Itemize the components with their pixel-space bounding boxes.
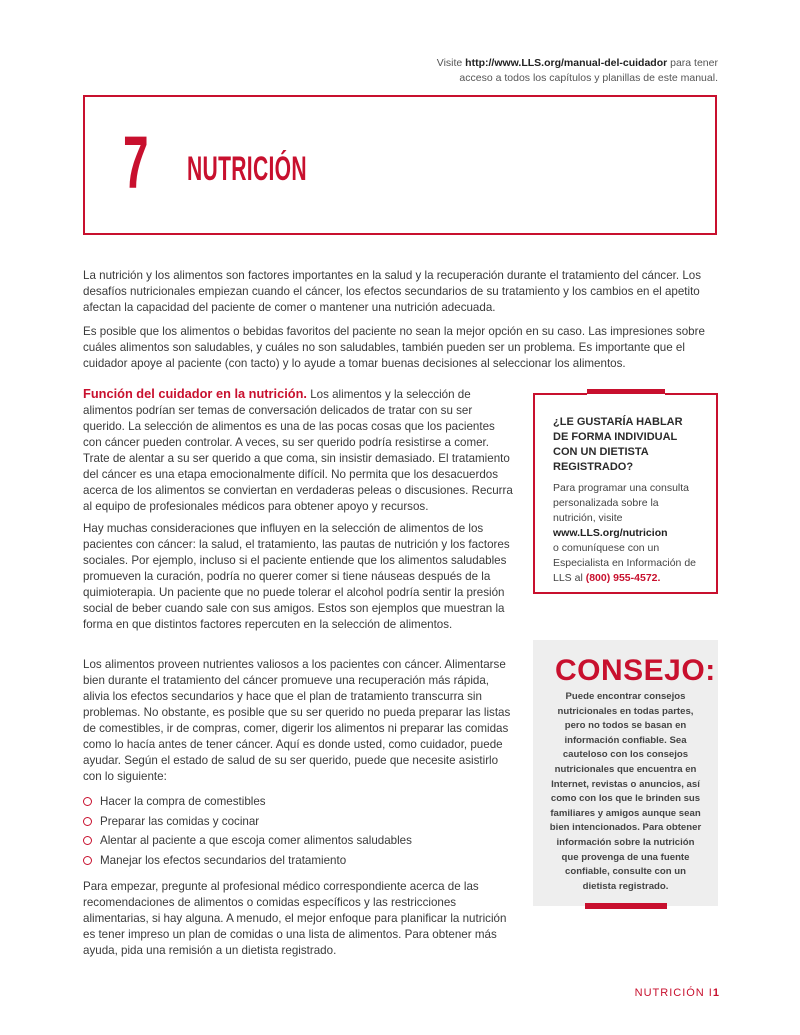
callout-body <box>553 481 700 586</box>
visit-prefix: Visite <box>436 57 466 69</box>
list-item <box>83 792 513 812</box>
bullet-circle-icon <box>83 817 92 826</box>
assistance-list <box>83 792 513 870</box>
visit-suffix: para tener <box>667 57 718 69</box>
manual-url-link[interactable]: http://www.LLS.org/manual-del-cuidador <box>465 57 668 69</box>
callout-text-2: o comuníquese con un Especialista en Información de LLS al <box>553 542 696 584</box>
list-item-text: Hacer la compra de comestibles <box>100 795 266 808</box>
tip-title: CONSEJO: <box>555 654 716 687</box>
callout-heading: ¿LE GUSTARÍA HABLAR DE FORMA INDIVIDUAL CON UN DIETISTA REGISTRADO? <box>553 416 683 473</box>
nutrition-url-link[interactable]: www.LLS.org/nutricion <box>553 527 668 539</box>
list-item <box>83 851 513 871</box>
callout-accent-bar <box>587 389 665 399</box>
manual-link-note <box>298 56 718 86</box>
bullet-circle-icon <box>83 856 92 865</box>
page-number: 1 <box>712 987 720 999</box>
section-heading: Función del cuidador en la nutrición. <box>83 386 307 401</box>
list-item-text: Preparar las comidas y cocinar <box>100 814 260 828</box>
tip-body: Puede encontrar consejos nutricionales en todas partes, pero no todos se basan en información confiable. Sea cauteloso con los consejos nutricionales que encuentra en Internet, revistas o anuncios, así como con los que le brinden sus familiares y amigos aunque sean bien intencionados. Para obtener información sobre la nutrición que provenga de una fuente confiable, consulte con un dietista registrado. <box>549 691 702 892</box>
intro-paragraph-1: La nutrición y los alimentos son factores importantes en la salud y la recuperación durante el tratamiento del cáncer. Los desafíos nutricionales empiezan cuando el cáncer, los efectos secundarios de su tratamiento y los cambios en el apetito afectan la capacidad del paciente de comer o mantener una nutrición adecuada. <box>83 269 702 314</box>
intro-paragraph-2: Es posible que los alimentos o bebidas favoritos del paciente no sean la mejor opción en su caso. Las impresiones sobre cuáles alimentos son saludables, y cuáles no son saludables, también pueden ser un problema. Es importante que el cuidador apoye al paciente (con tacto) y lo ayude a tomar buenas decisiones al seleccionar los alimentos. <box>83 325 705 370</box>
list-item <box>83 812 513 832</box>
section-paragraph-1 <box>83 386 513 515</box>
tip-accent-bar <box>585 903 667 909</box>
page-footer <box>635 987 720 999</box>
callout-text-1: Para programar una consulta personalizada sobre la nutrición, visite <box>553 482 689 524</box>
visit-line2: acceso a todos los capítulos y planillas de este manual. <box>459 72 718 84</box>
list-item-text: Alentar al paciente a que escoja comer alimentos saludables <box>100 834 412 847</box>
phone-number[interactable]: (800) 955-4572. <box>585 572 661 584</box>
footer-label: NUTRICIÓN I <box>634 987 713 999</box>
section-paragraph-1-text: Los alimentos y la selección de alimentos podrían ser temas de conversación delicados de tratar con su ser querido. La selección de alimentos es una de las pocas cosas que los pacientes con cáncer pueden controlar. A veces, su ser querido podría resistirse a comer. Trate de alentar a su ser querido a que coma, sin insistir demasiado. El tratamiento del cáncer es una etapa emocionalmente difícil. No permita que los desacuerdos acerca de los alimentos se conviertan en verdaderas peleas o discusiones. Recurra al equipo de profesionales médicos para obtener apoyo y recursos. <box>83 388 513 513</box>
list-item-text: Manejar los efectos secundarios del tratamiento <box>100 853 347 867</box>
bullet-circle-icon <box>83 836 92 845</box>
chapter-number: 7 <box>123 121 149 204</box>
list-item <box>83 831 513 851</box>
dietitian-callout-box <box>533 393 718 594</box>
chapter-title: NUTRICIÓN <box>187 150 307 188</box>
section-paragraph-2: Hay muchas consideraciones que influyen en la selección de alimentos de los pacientes con cáncer: la salud, el tratamiento, las pautas de nutrición y los factores sociales. Por ejemplo, incluso si el paciente entiende que los alimentos saludables promueven la curación, podría no querer comer si tiene náuseas después de la quimioterapia. Un paciente que no puede tolerar el alcohol podría sentir la presión social de beber cuando sale con sus amigos. Estos son ejemplos que muestran la forma en que distintos factores repercuten en la selección de alimentos. <box>83 522 510 631</box>
section-paragraph-3: Los alimentos proveen nutrientes valiosos a los pacientes con cáncer. Alimentarse bien durante el tratamiento del cáncer promueve una recuperación más rápida, alivia los efectos secundarios y hace que el plan de tratamiento transcurra sin problemas. No obstante, es posible que su ser querido no pueda preparar las listas de comestibles, ir de compras, comer, digerir los alimentos ni preparar las comidas como lo hacía antes de tener cáncer. Aquí es donde usted, como cuidador, puede ayudar. Según el estado de salud de su ser querido, puede que necesite asistirlo con lo siguiente: <box>83 658 511 783</box>
tip-box <box>533 640 718 906</box>
bullet-circle-icon <box>83 797 92 806</box>
chapter-header-box <box>83 95 717 235</box>
section-paragraph-4: Para empezar, pregunte al profesional médico correspondiente acerca de las recomendaciones de alimentos o comidas específicos y las restricciones alimentarias, si hay alguna. A menudo, el mejor enfoque para planificar la nutrición es tener impreso un plan de comidas o una lista de alimentos. Para obtener más ayuda, pida una remisión a un dietista registrado. <box>83 880 507 957</box>
